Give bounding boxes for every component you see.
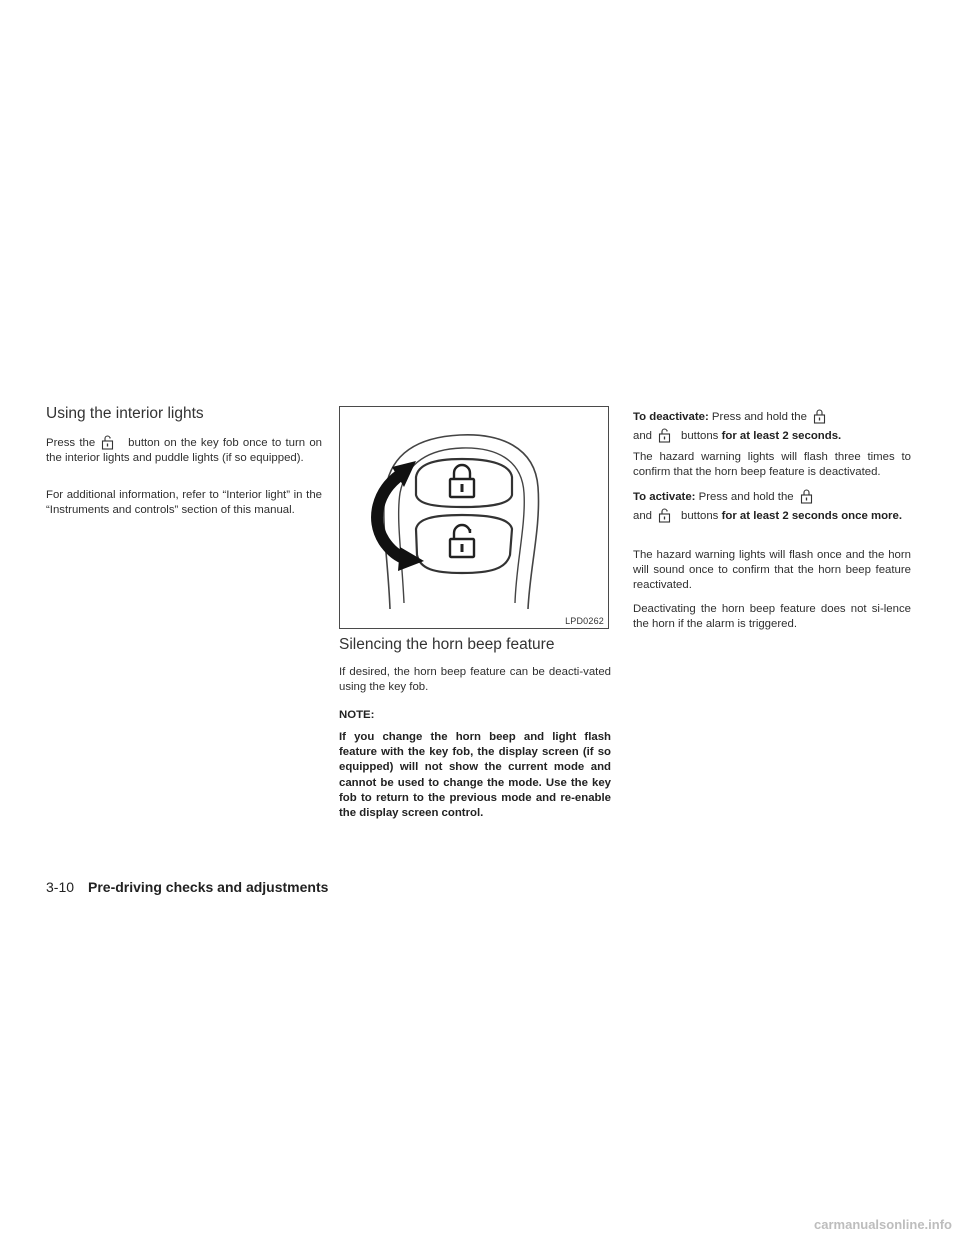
activate-paragraph bbox=[633, 488, 911, 526]
lock-icon-inline bbox=[813, 408, 826, 424]
activate-buttons: buttons bbox=[681, 510, 719, 522]
deactivate-buttons: buttons bbox=[681, 430, 719, 442]
key-fob-illustration bbox=[340, 407, 609, 629]
figure-label: LPD0262 bbox=[565, 616, 604, 626]
activate-bold: for at least 2 seconds once more. bbox=[721, 510, 902, 522]
final-paragraph: Deactivating the horn beep feature does not si-lence the horn if the alarm is triggered. bbox=[633, 603, 911, 631]
deactivate-result-paragraph: The hazard warning lights will flash three times to confirm that the horn beep feature is deactivated. bbox=[633, 451, 911, 479]
activate-label: To activate: bbox=[633, 491, 696, 503]
interior-lights-paragraph-2: For additional information, refer to “Interior light” in the “Instruments and controls” section of this manual. bbox=[46, 489, 322, 517]
interior-lights-paragraph-1 bbox=[46, 434, 322, 466]
page-number: 3-10 bbox=[46, 879, 75, 895]
section-title-silencing-horn: Silencing the horn beep feature bbox=[339, 636, 555, 653]
note-label: NOTE: bbox=[339, 709, 375, 721]
unlock-icon bbox=[101, 434, 114, 450]
activate-and: and bbox=[633, 510, 653, 522]
activate-result-paragraph: The hazard warning lights will flash once and the horn will sound once to confirm that the horn beep feature reactivated. bbox=[633, 549, 911, 592]
button-on-key-fob-text: button on the key fob once to turn on the interior lights and puddle lights (if so equipped). bbox=[46, 437, 322, 465]
silencing-horn-paragraph: If desired, the horn beep feature can be deacti-vated using the key fob. bbox=[339, 666, 611, 694]
deactivate-and: and bbox=[633, 430, 653, 442]
unlock-icon-inline bbox=[658, 427, 671, 443]
section-title-interior-lights: Using the interior lights bbox=[46, 405, 204, 422]
lock-icon-inline-2 bbox=[800, 488, 813, 504]
chapter-title: Pre-driving checks and adjustments bbox=[88, 879, 329, 895]
key-fob-figure bbox=[339, 406, 609, 629]
press-the-text: Press the bbox=[46, 437, 96, 449]
unlock-icon-inline-2 bbox=[658, 507, 671, 523]
deactivate-text: Press and hold the bbox=[711, 411, 807, 423]
deactivate-paragraph bbox=[633, 408, 911, 446]
activate-text: Press and hold the bbox=[698, 491, 794, 503]
watermark: carmanualsonline.info bbox=[814, 1217, 952, 1232]
deactivate-bold: for at least 2 seconds. bbox=[721, 430, 842, 442]
deactivate-label: To deactivate: bbox=[633, 411, 709, 423]
note-text: If you change the horn beep and light flash feature with the key fob, the display screen (if so equipped) will not show the current mode and cannot be used to change the mode. Use the key fob to return to the previous mode and re-enable the display screen control. bbox=[339, 731, 611, 820]
